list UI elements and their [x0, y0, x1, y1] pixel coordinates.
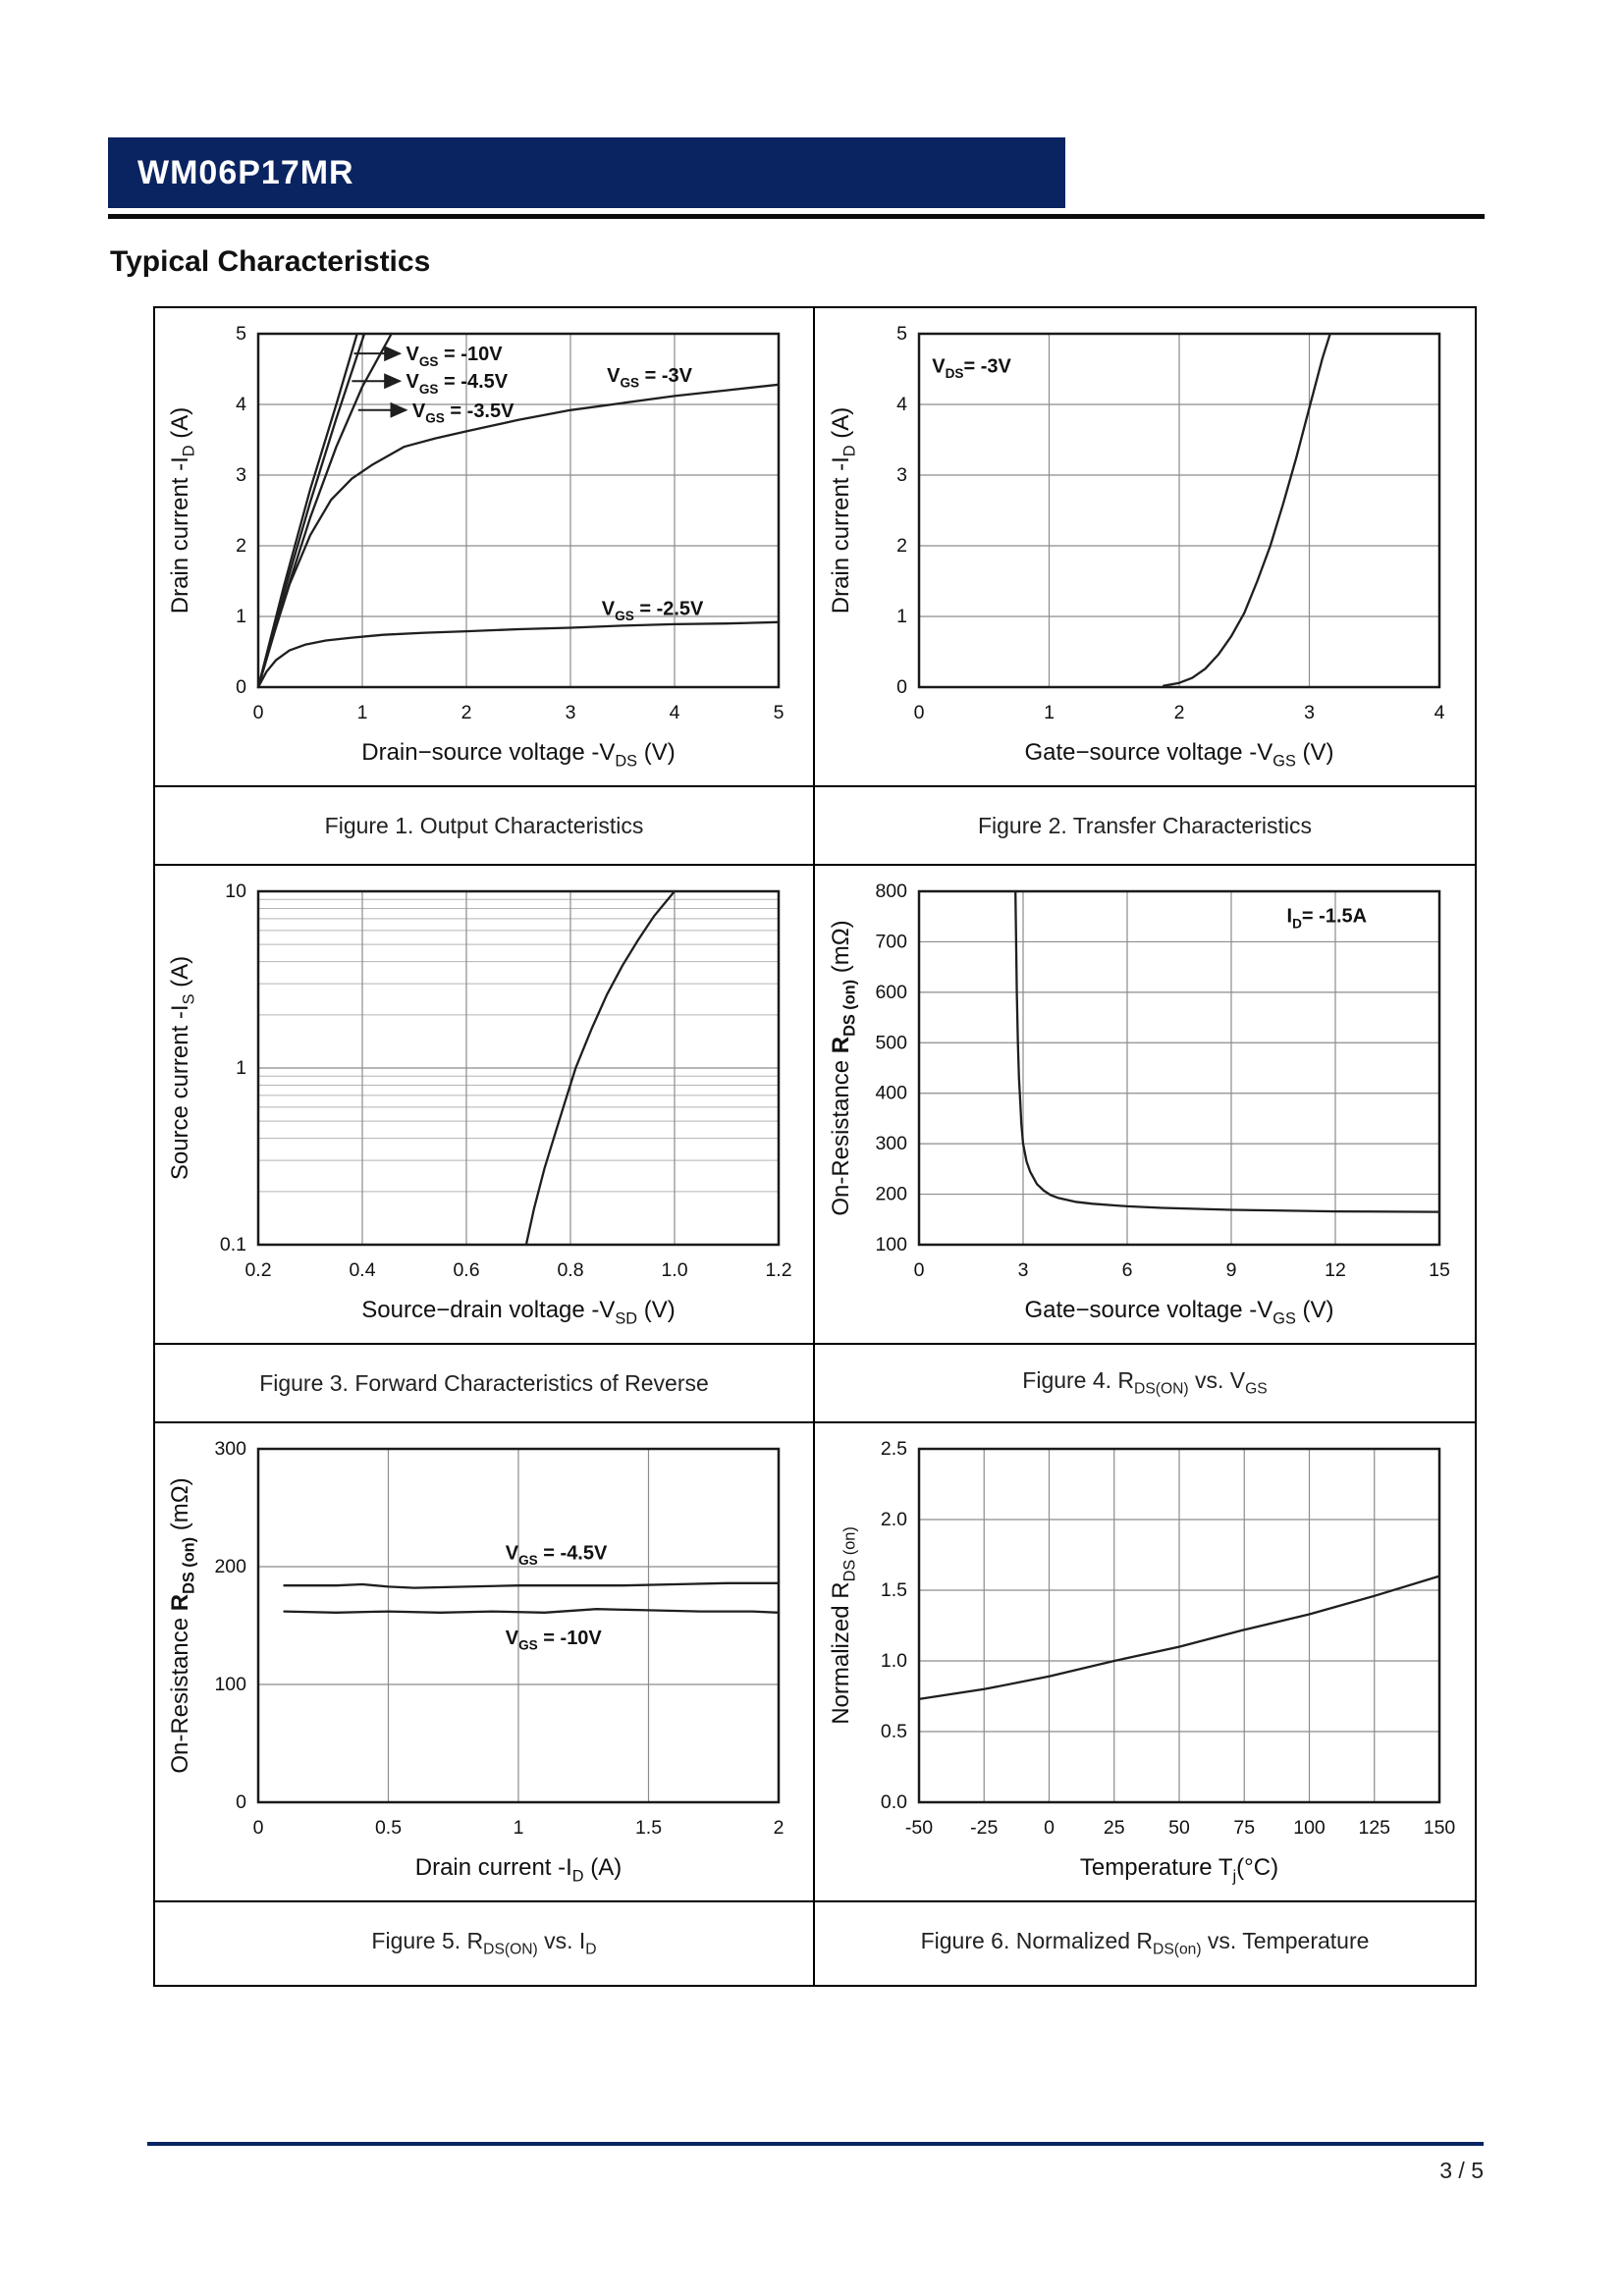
svg-text:1.0: 1.0 — [880, 1650, 907, 1672]
svg-text:1: 1 — [513, 1817, 524, 1839]
figure-6-canvas — [821, 1431, 1469, 1893]
svg-text:4: 4 — [896, 394, 907, 415]
svg-text:2.0: 2.0 — [880, 1509, 907, 1530]
svg-text:-50: -50 — [904, 1817, 934, 1839]
svg-text:0: 0 — [1044, 1817, 1055, 1839]
svg-text:Drain−source voltage -VDS (V): Drain−source voltage -VDS (V) — [361, 739, 676, 771]
svg-text:0: 0 — [252, 1817, 264, 1839]
svg-text:Gate−source voltage -VGS (V): Gate−source voltage -VGS (V) — [1024, 739, 1334, 771]
svg-text:6: 6 — [1121, 1259, 1133, 1281]
page-number: 3 / 5 — [1439, 2158, 1484, 2183]
svg-text:Source current -IS (A): Source current -IS (A) — [167, 955, 198, 1181]
svg-text:5: 5 — [896, 323, 907, 345]
svg-text:0.4: 0.4 — [349, 1259, 376, 1281]
figure-2-caption-cell — [815, 787, 1475, 866]
figure-4-caption-cell — [815, 1345, 1475, 1423]
svg-text:1.2: 1.2 — [765, 1259, 792, 1281]
svg-text:12: 12 — [1325, 1259, 1346, 1281]
svg-text:0: 0 — [236, 1791, 246, 1813]
svg-text:2: 2 — [236, 535, 246, 557]
svg-text:200: 200 — [214, 1556, 246, 1577]
svg-text:On-Resistance RDS (on) (mΩ): On-Resistance RDS (on) (mΩ) — [828, 920, 859, 1216]
svg-text:0.5: 0.5 — [880, 1721, 907, 1742]
svg-text:0: 0 — [252, 702, 264, 723]
figure-1-caption-cell — [155, 787, 815, 866]
svg-text:0: 0 — [236, 676, 246, 698]
svg-text:5: 5 — [773, 702, 785, 723]
figure-3-caption: Figure 3. Forward Characteristics of Reverse — [259, 1369, 709, 1396]
svg-text:100: 100 — [1293, 1817, 1326, 1839]
svg-text:0.8: 0.8 — [557, 1259, 584, 1281]
svg-text:Drain current -ID (A): Drain current -ID (A) — [414, 1854, 623, 1886]
figure-5-chart-cell — [155, 1423, 815, 1902]
svg-text:Source−drain voltage -VSD (V): Source−drain voltage -VSD (V) — [361, 1297, 676, 1328]
section-title: Typical Characteristics — [110, 245, 431, 278]
svg-text:3: 3 — [1304, 702, 1315, 723]
svg-text:VGS = -2.5V: $V_{GS} = -2.5V$ — [601, 598, 704, 623]
figure-5-caption: Figure 5. $R_{DS(ON)}$ vs. $I_D$ — [371, 1928, 597, 1958]
svg-text:1: 1 — [236, 606, 246, 627]
svg-text:VGS = -10V: $V_{GS} = -10V$ — [406, 344, 503, 369]
svg-text:0: 0 — [913, 702, 925, 723]
svg-text:VGS = -3V: $V_{GS} = -3V$ — [607, 364, 693, 391]
figure-4-chart-cell — [815, 866, 1475, 1345]
svg-text:0: 0 — [913, 1259, 925, 1281]
svg-text:3: 3 — [896, 464, 907, 486]
figure-2-chart-cell — [815, 308, 1475, 787]
product-title-banner — [108, 137, 1065, 208]
svg-text:0.6: 0.6 — [453, 1259, 480, 1281]
figure-5-caption-cell — [155, 1902, 815, 1985]
header-rule — [108, 214, 1485, 219]
svg-text:300: 300 — [875, 1133, 907, 1155]
svg-text:150: 150 — [1423, 1817, 1456, 1839]
svg-text:100: 100 — [214, 1674, 246, 1695]
svg-text:VDS= -3V: $V_{DS}= -3V$ — [932, 355, 1011, 381]
svg-text:300: 300 — [214, 1438, 246, 1460]
product-title: WM06P17MR — [137, 153, 354, 191]
figure-5-canvas — [160, 1431, 808, 1893]
svg-text:2.5: 2.5 — [880, 1438, 907, 1460]
svg-text:2: 2 — [1173, 702, 1185, 723]
svg-text:Drain current -ID (A): Drain current -ID (A) — [828, 406, 859, 614]
svg-text:Temperature Tj(°C): Temperature Tj(°C) — [1079, 1854, 1279, 1886]
svg-text:Drain current -ID (A): Drain current -ID (A) — [167, 406, 198, 614]
svg-text:3: 3 — [565, 702, 576, 723]
figure-6-chart-cell — [815, 1423, 1475, 1902]
svg-text:800: 800 — [875, 881, 907, 902]
svg-text:VGS = -10V: $V_{GS} = -10V$ — [505, 1628, 602, 1653]
footer-rule — [147, 2142, 1484, 2146]
figure-1-chart-cell — [155, 308, 815, 787]
svg-text:600: 600 — [875, 981, 907, 1003]
svg-text:-25: -25 — [970, 1817, 999, 1839]
svg-text:VGS = -4.5V: $V_{GS} = -4.5V$ — [406, 371, 509, 397]
svg-text:1: 1 — [356, 702, 368, 723]
svg-text:125: 125 — [1358, 1817, 1391, 1839]
svg-text:5: 5 — [236, 323, 246, 345]
figure-2-canvas — [821, 316, 1469, 777]
svg-text:400: 400 — [875, 1082, 907, 1104]
svg-text:4: 4 — [669, 702, 680, 723]
svg-text:4: 4 — [236, 394, 246, 415]
svg-text:9: 9 — [1225, 1259, 1237, 1281]
svg-text:Normalized RDS (on): Normalized RDS (on) — [828, 1526, 859, 1725]
svg-text:ID= -1.5A: $I_D= -1.5A$ — [1286, 905, 1368, 932]
svg-text:1: 1 — [1044, 702, 1055, 723]
figure-3-chart-cell — [155, 866, 815, 1345]
svg-text:100: 100 — [875, 1234, 907, 1255]
figure-3-canvas — [160, 874, 808, 1335]
svg-text:0.0: 0.0 — [880, 1791, 907, 1813]
svg-text:1: 1 — [896, 606, 907, 627]
svg-text:3: 3 — [236, 464, 246, 486]
svg-text:1.0: 1.0 — [661, 1259, 688, 1281]
svg-text:700: 700 — [875, 931, 907, 953]
svg-text:0.2: 0.2 — [244, 1259, 272, 1281]
svg-text:200: 200 — [875, 1183, 907, 1205]
figure-2-caption: Figure 2. Transfer Characteristics — [977, 812, 1312, 838]
svg-text:VGS = -3.5V: $V_{GS} = -3.5V$ — [411, 400, 514, 426]
svg-text:On-Resistance RDS (on) (mΩ): On-Resistance RDS (on) (mΩ) — [167, 1477, 198, 1774]
figure-6-caption: Figure 6. Normalized $R_{DS(on)}$ vs. Temperature — [920, 1928, 1370, 1958]
svg-text:75: 75 — [1233, 1817, 1256, 1839]
figure-4-canvas — [821, 874, 1469, 1335]
figure-3-caption-cell — [155, 1345, 815, 1423]
figure-1-canvas — [160, 316, 808, 777]
svg-text:1.5: 1.5 — [634, 1817, 663, 1839]
svg-text:VGS = -4.5V: $V_{GS} = -4.5V$ — [505, 1542, 608, 1569]
svg-text:10: 10 — [225, 881, 246, 902]
svg-text:50: 50 — [1168, 1817, 1190, 1839]
svg-text:0: 0 — [896, 676, 907, 698]
figure-4-caption: Figure 4. $R_{DS(ON)}$ vs. $V_{GS}$ — [1022, 1367, 1268, 1398]
svg-text:4: 4 — [1434, 702, 1445, 723]
svg-text:2: 2 — [460, 702, 472, 723]
svg-text:1: 1 — [236, 1057, 246, 1079]
svg-text:2: 2 — [773, 1817, 785, 1839]
svg-text:25: 25 — [1103, 1817, 1125, 1839]
svg-text:0.1: 0.1 — [219, 1234, 246, 1255]
figure-6-caption-cell — [815, 1902, 1475, 1985]
svg-text:Gate−source voltage -VGS (V): Gate−source voltage -VGS (V) — [1024, 1297, 1334, 1328]
svg-text:500: 500 — [875, 1032, 907, 1054]
svg-text:15: 15 — [1429, 1259, 1450, 1281]
figure-1-caption: Figure 1. Output Characteristics — [324, 812, 644, 838]
svg-text:1.5: 1.5 — [880, 1579, 907, 1601]
svg-text:2: 2 — [896, 535, 907, 557]
svg-text:0.5: 0.5 — [374, 1817, 403, 1839]
figure-grid — [153, 306, 1477, 1987]
svg-text:3: 3 — [1017, 1259, 1029, 1281]
